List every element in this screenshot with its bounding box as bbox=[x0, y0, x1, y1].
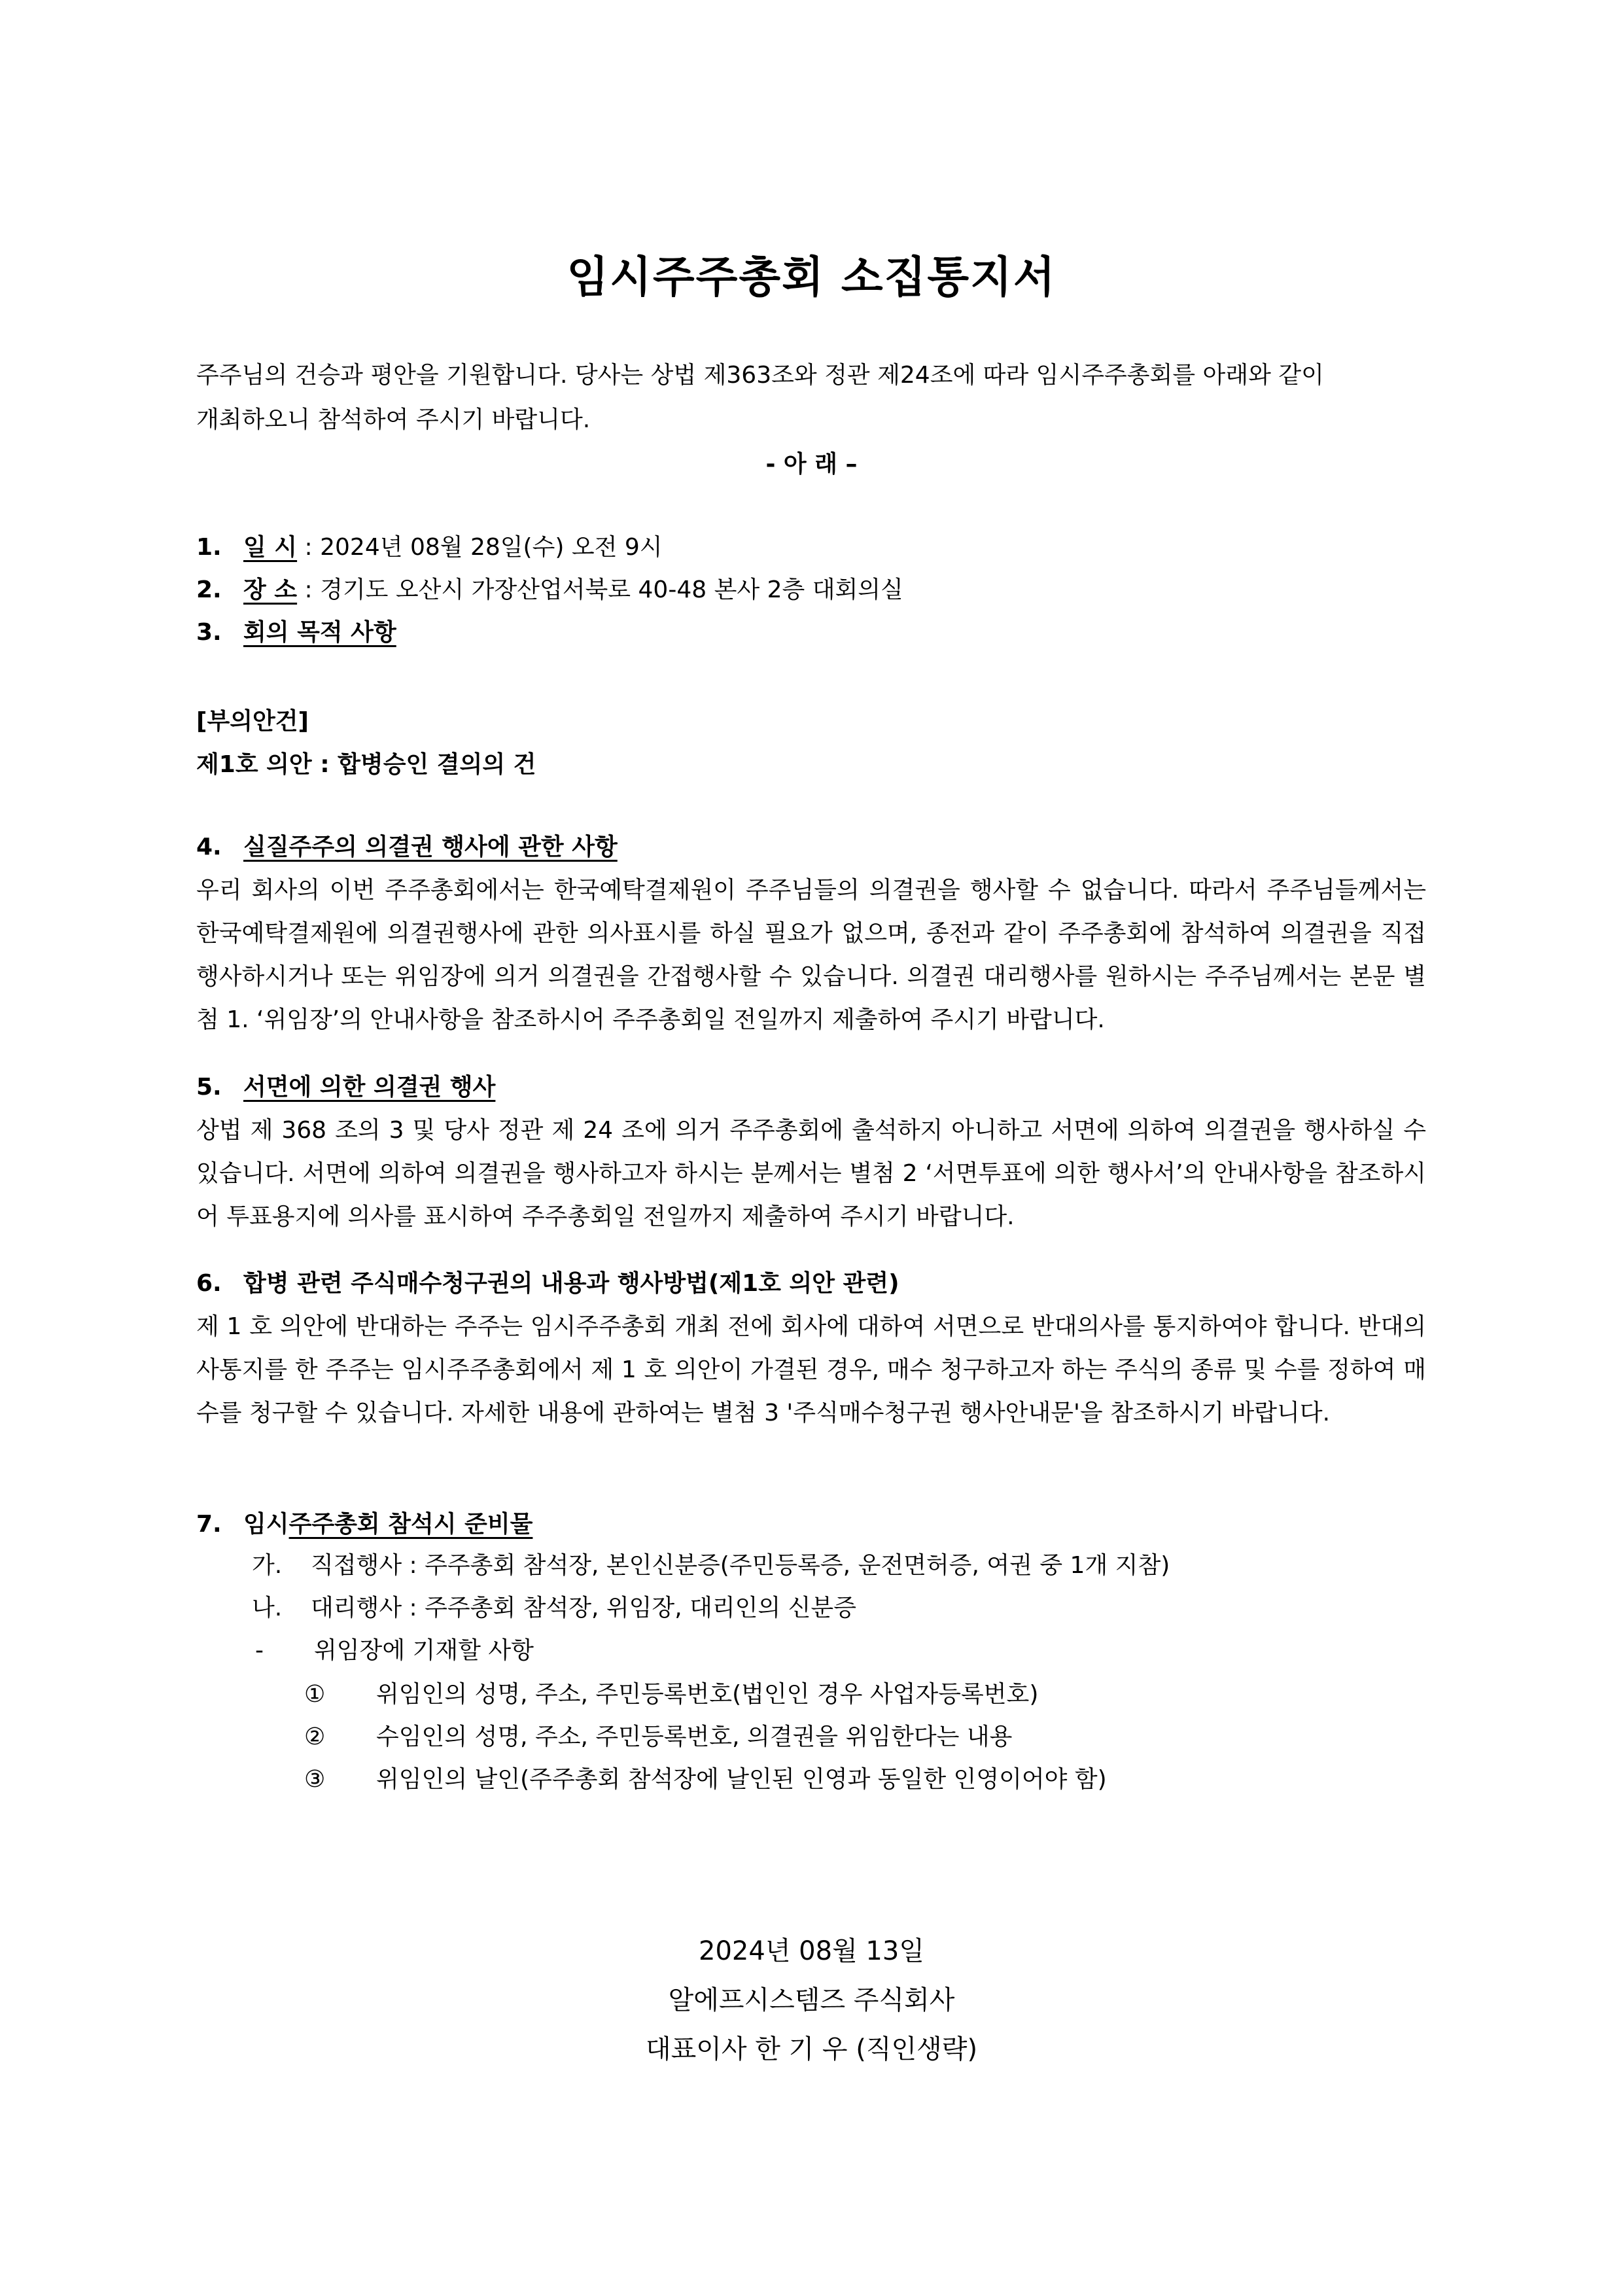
list-marker: ③ bbox=[304, 1766, 326, 1793]
prep-proxy bbox=[252, 1587, 856, 1629]
item-datetime bbox=[196, 527, 663, 569]
section-title: 실질주주의 의결권 행사에 관한 사항 bbox=[243, 834, 618, 860]
section-4-heading bbox=[196, 826, 618, 868]
prep-direct bbox=[252, 1545, 1170, 1587]
section-number: 6. bbox=[196, 1270, 222, 1297]
agenda-header: [부의안건] bbox=[196, 708, 309, 735]
ceo-signature-line: 대표이사 한 기 우 (직인생략) bbox=[645, 2034, 978, 2064]
section-number: 5. bbox=[196, 1074, 222, 1101]
section-5-body: 상법 제 368 조의 3 및 당사 정관 제 24 조에 의거 주주총회에 출석하지 아니하고 서면에 의하여 의결권을 행사하실 수 있습니다. 서면에 의하여 의결권을 행사하고자 하시는 분께서는 별첨 2 ‘서면투표에 의한 행사서’의 안내사항을 참조하시어 투표용지에 의사를 표시하여 주주총회일 전일까지 제출하여 주시기 바랍니다. bbox=[196, 1117, 1426, 1230]
intro-line-2: 개최하오니 참석하여 주시기 바랍니다. bbox=[196, 406, 591, 433]
section-number: 4. bbox=[196, 834, 222, 860]
proxy-entries-header bbox=[255, 1630, 534, 1672]
section-4-body: 우리 회사의 이번 주주총회에서는 한국예탁결제원이 주주님들의 의결권을 행사할 수 없습니다. 따라서 주주님들께서는 한국예탁결제원에 의결권행사에 관한 의사표시를 하실 필요가 없으며, 종전과 같이 주주총회에 참석하여 의결권을 직접행사하시거나 또는 위임장에 의거 의결권을 간접행사할 수 있습니다. 의결권 대리행사를 원하시는 주주님께서는 본문 별첨 1. ‘위임장’의 안내사항을 참조하시어 주주총회일 전일까지 제출하여 주시기 바랍니다. bbox=[196, 877, 1426, 1033]
item-location bbox=[196, 569, 903, 611]
list-text: 위임장에 기재할 사항 bbox=[314, 1637, 534, 1664]
section-title-underlined: 주주총회 참석시 준비물 bbox=[288, 1511, 533, 1538]
item-label: 일 시 bbox=[243, 534, 298, 561]
list-text: 위임인의 성명, 주소, 주민등록번호(법인인 경우 사업자등록번호) bbox=[376, 1681, 1039, 1708]
item-agenda-purpose bbox=[196, 612, 396, 654]
list-text: 직접행사 : 주주총회 참석장, 본인신분증(주민등록증, 운전면허증, 여권 중 1개 지참) bbox=[311, 1552, 1170, 1579]
item-number: 3. bbox=[196, 619, 222, 646]
proxy-entry-1 bbox=[304, 1674, 1038, 1716]
item-value: : 경기도 오산시 가장산업서북로 40-48 본사 2층 대회의실 bbox=[297, 576, 903, 603]
intro-line-1: 주주님의 건승과 평안을 기원합니다. 당사는 상법 제363조와 정관 제24조에 따라 임시주주총회를 아래와 같이 bbox=[196, 362, 1324, 389]
section-7-heading bbox=[196, 1504, 532, 1545]
list-marker: ① bbox=[304, 1681, 326, 1708]
proxy-entry-2 bbox=[304, 1716, 1012, 1758]
notice-date: 2024년 08월 13일 bbox=[699, 1936, 924, 1966]
agenda-item-1: 제1호 의안 : 합병승인 결의의 건 bbox=[196, 751, 536, 778]
list-text: 위임인의 날인(주주총회 참석장에 날인된 인영과 동일한 인영이어야 함) bbox=[376, 1766, 1107, 1793]
document-title: 임시주주총회 소집통지서 bbox=[567, 252, 1056, 302]
item-label: 장 소 bbox=[243, 576, 298, 603]
section-title: 서면에 의한 의결권 행사 bbox=[243, 1074, 496, 1101]
section-title-plain: 임시 bbox=[243, 1511, 289, 1538]
list-marker: 나. bbox=[252, 1595, 283, 1621]
section-5-heading bbox=[196, 1067, 495, 1108]
section-number: 7. bbox=[196, 1511, 222, 1538]
section-6-heading bbox=[196, 1263, 899, 1305]
item-label: 회의 목적 사항 bbox=[243, 619, 396, 646]
list-text: 대리행사 : 주주총회 참석장, 위임장, 대리인의 신분증 bbox=[311, 1595, 856, 1621]
below-marker: - 아 래 – bbox=[765, 451, 858, 478]
list-marker: ② bbox=[304, 1723, 326, 1750]
list-marker: - bbox=[255, 1637, 264, 1664]
item-value: : 2024년 08월 28일(수) 오전 9시 bbox=[297, 534, 663, 561]
item-number: 1. bbox=[196, 534, 222, 561]
item-number: 2. bbox=[196, 576, 222, 603]
company-name: 알에프시스템즈 주식회사 bbox=[668, 1985, 955, 2015]
list-text: 수임인의 성명, 주소, 주민등록번호, 의결권을 위임한다는 내용 bbox=[376, 1723, 1013, 1750]
proxy-entry-3 bbox=[304, 1759, 1107, 1801]
list-marker: 가. bbox=[252, 1552, 283, 1579]
section-6-body: 제 1 호 의안에 반대하는 주주는 임시주주총회 개최 전에 회사에 대하여 서면으로 반대의사를 통지하여야 합니다. 반대의사통지를 한 주주는 임시주주총회에서 제 1 호 의안이 가결된 경우, 매수 청구하고자 하는 주식의 종류 및 수를 정하여 매수를 청구할 수 있습니다. 자세한 내용에 관하여는 별첨 3 '주식매수청구권 행사안내문'을 참조하시기 바랍니다. bbox=[196, 1313, 1426, 1426]
section-title: 합병 관련 주식매수청구권의 내용과 행사방법(제1호 의안 관련) bbox=[243, 1270, 899, 1297]
